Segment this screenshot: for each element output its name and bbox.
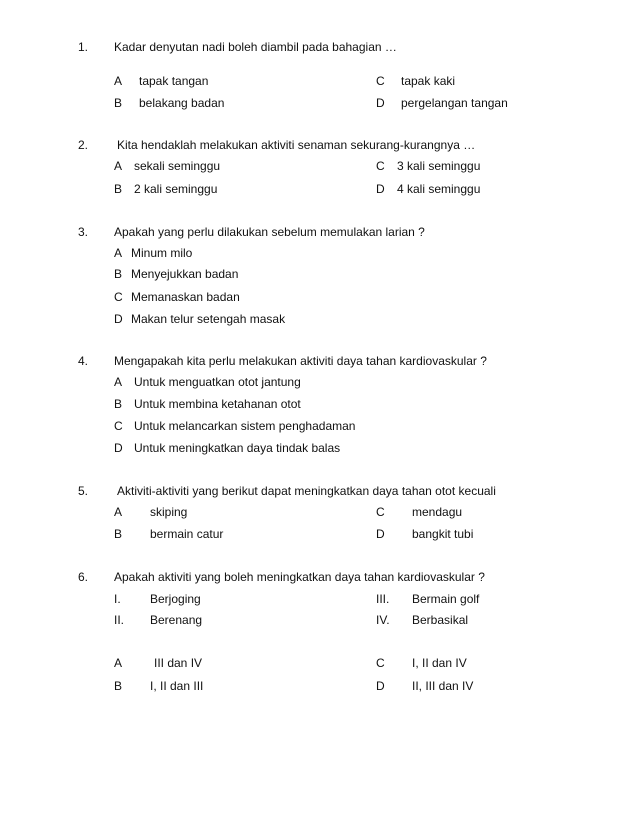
option-letter: C	[376, 656, 385, 670]
option-text: Makan telur setengah masak	[131, 312, 286, 326]
option-text: II, III dan IV	[412, 679, 474, 693]
option-letter: A	[114, 375, 123, 389]
question-text: Kadar denyutan nadi boleh diambil pada bahagian …	[114, 40, 397, 54]
option-text: 2 kali seminggu	[134, 182, 218, 196]
option-text: mendagu	[412, 505, 463, 519]
option-letter: D	[376, 96, 385, 110]
statement-numeral: IV.	[376, 613, 390, 627]
option-text: I, II dan III	[150, 679, 204, 693]
option-text: Untuk melancarkan sistem penghadaman	[134, 419, 356, 433]
option-text: bermain catur	[150, 527, 224, 541]
option-text: Untuk meningkatkan daya tindak balas	[134, 441, 341, 455]
question-number: 1.	[78, 40, 89, 54]
option-letter: D	[114, 441, 123, 455]
option-text: Menyejukkan badan	[131, 267, 239, 281]
option-text: Minum milo	[131, 246, 193, 260]
statement-numeral: III.	[376, 592, 390, 606]
option-text: III dan IV	[154, 656, 203, 670]
option-text: tapak kaki	[401, 74, 456, 88]
option-letter: B	[114, 679, 123, 693]
question-number: 6.	[78, 570, 89, 584]
option-letter: B	[114, 267, 123, 281]
option-letter: B	[114, 397, 123, 411]
option-letter: B	[114, 527, 123, 541]
option-letter: C	[114, 419, 123, 433]
option-text: Memanaskan badan	[131, 290, 240, 304]
question-text: Apakah aktiviti yang boleh meningkatkan daya tahan kardiovaskular ?	[114, 570, 485, 584]
statement-text: Berenang	[150, 613, 203, 627]
option-letter: C	[376, 505, 385, 519]
option-text: sekali seminggu	[134, 159, 221, 173]
option-letter: B	[114, 96, 123, 110]
option-letter: A	[114, 246, 123, 260]
option-text: tapak tangan	[139, 74, 209, 88]
statement-numeral: I.	[114, 592, 121, 606]
option-text: 3 kali seminggu	[397, 159, 481, 173]
option-letter: D	[376, 679, 385, 693]
statement-text: Berjoging	[150, 592, 201, 606]
question-number: 2.	[78, 138, 89, 152]
question-text: Apakah yang perlu dilakukan sebelum memulakan larian ?	[114, 225, 425, 239]
statement-text: Bermain golf	[412, 592, 480, 606]
question-number: 5.	[78, 484, 89, 498]
option-letter: B	[114, 182, 123, 196]
question-number: 3.	[78, 225, 89, 239]
option-text: 4 kali seminggu	[397, 182, 481, 196]
option-text: I, II dan IV	[412, 656, 467, 670]
option-text: Untuk menguatkan otot jantung	[134, 375, 301, 389]
option-letter: A	[114, 505, 123, 519]
option-letter: A	[114, 74, 123, 88]
option-text: belakang badan	[139, 96, 225, 110]
option-letter: C	[376, 74, 385, 88]
question-text: Aktiviti-aktiviti yang berikut dapat meningkatkan daya tahan otot kecuali	[117, 484, 496, 498]
statement-text: Berbasikal	[412, 613, 469, 627]
option-letter: A	[114, 656, 123, 670]
option-text: skiping	[150, 505, 188, 519]
statement-numeral: II.	[114, 613, 125, 627]
option-text: bangkit tubi	[412, 527, 474, 541]
option-text: pergelangan tangan	[401, 96, 508, 110]
option-letter: D	[114, 312, 123, 326]
question-text: Mengapakah kita perlu melakukan aktiviti daya tahan kardiovaskular ?	[114, 354, 487, 368]
option-letter: C	[114, 290, 123, 304]
question-number: 4.	[78, 354, 89, 368]
option-text: Untuk membina ketahanan otot	[134, 397, 301, 411]
option-letter: C	[376, 159, 385, 173]
option-letter: D	[376, 527, 385, 541]
option-letter: A	[114, 159, 123, 173]
option-letter: D	[376, 182, 385, 196]
question-text: Kita hendaklah melakukan aktiviti senaman sekurang-kurangnya …	[117, 138, 476, 152]
